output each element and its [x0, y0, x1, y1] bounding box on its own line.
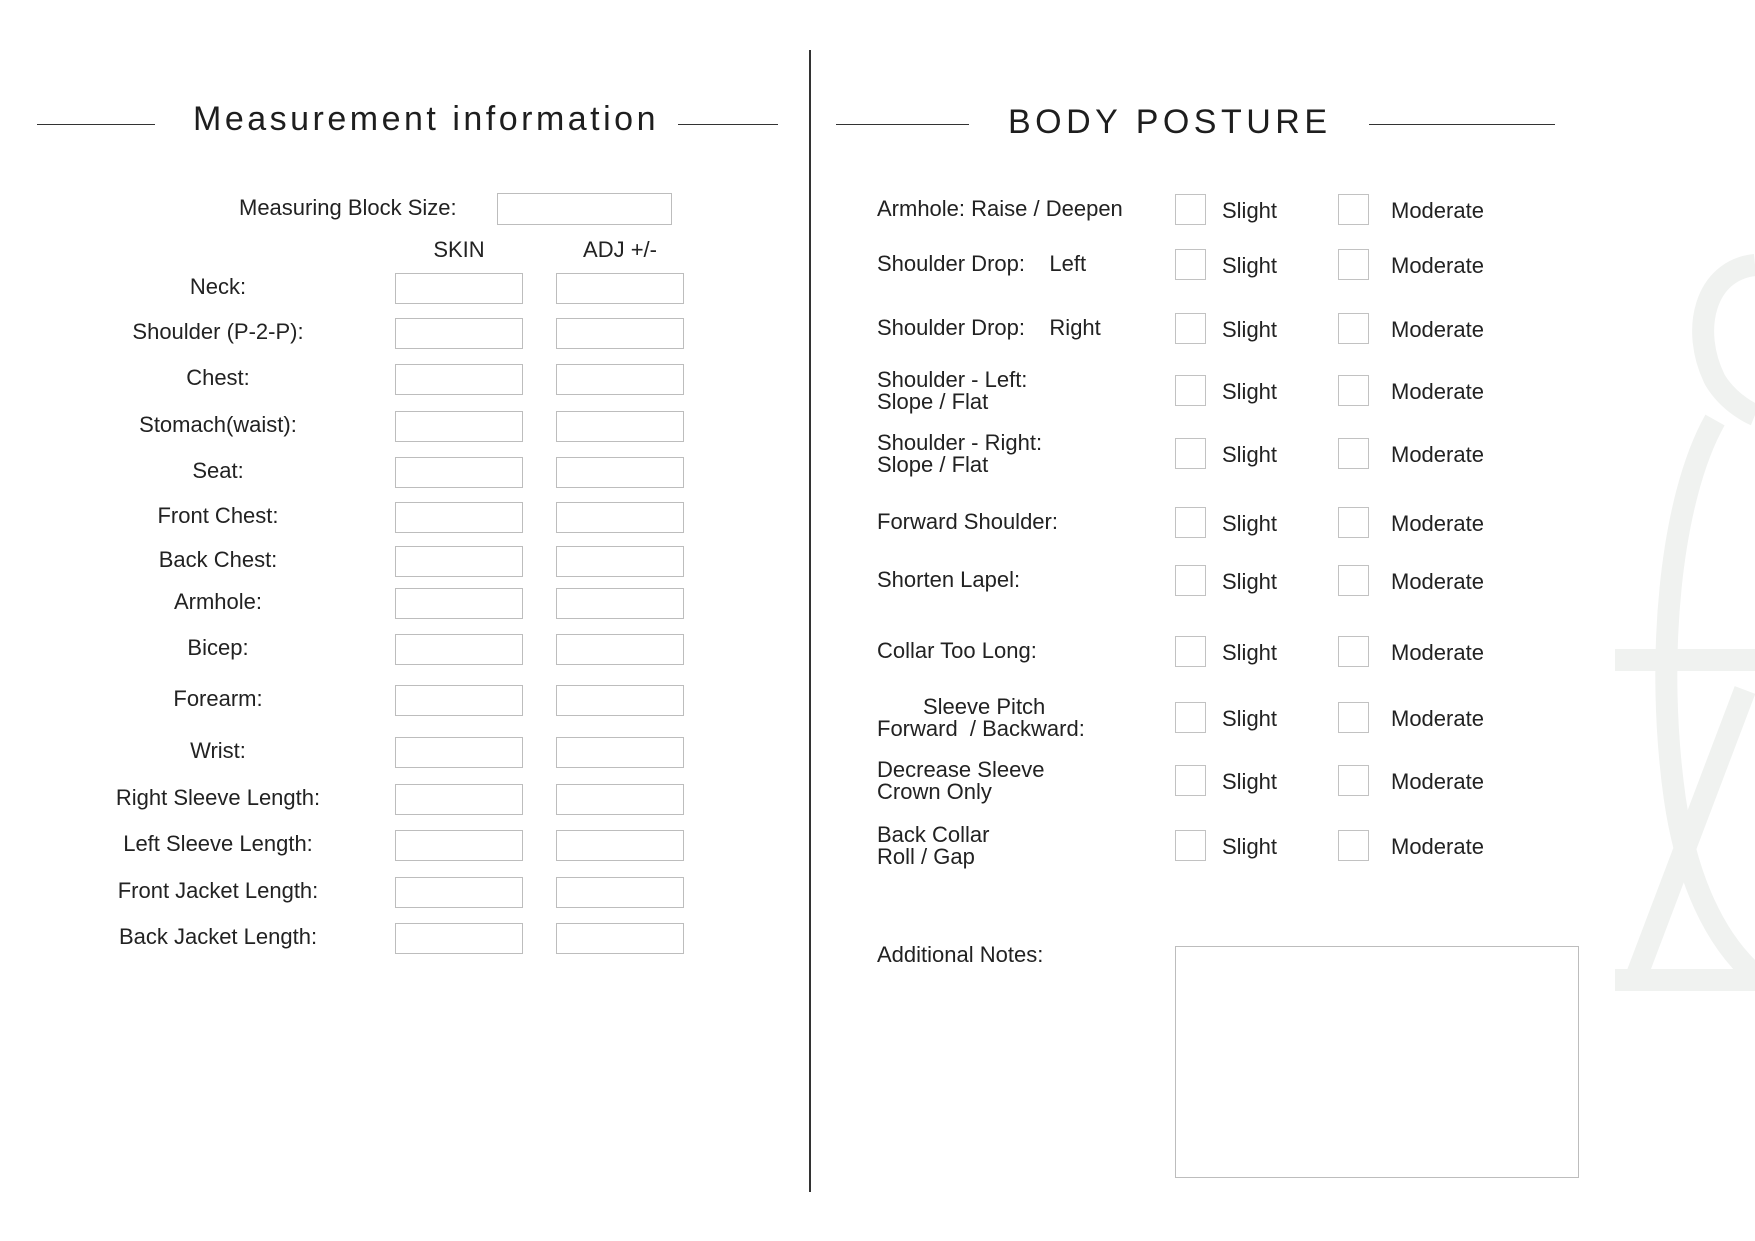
- skin-field[interactable]: [395, 318, 523, 349]
- adj-field[interactable]: [556, 784, 684, 815]
- adj-field[interactable]: [556, 737, 684, 768]
- slight-label: Slight: [1222, 442, 1278, 467]
- moderate-label: Moderate: [1391, 834, 1484, 859]
- posture-label-line2: Crown Only: [877, 779, 992, 804]
- notes-label: Additional Notes:: [877, 942, 1044, 967]
- posture-label: [877, 369, 1027, 413]
- posture-label: [877, 317, 1101, 339]
- moderate-checkbox[interactable]: [1338, 765, 1369, 796]
- adj-field[interactable]: [556, 273, 684, 304]
- adj-field[interactable]: [556, 588, 684, 619]
- measure-label: Stomach(waist):: [139, 412, 297, 437]
- posture-label-line1: Shoulder Drop: Left: [877, 251, 1087, 276]
- slight-label: Slight: [1222, 706, 1278, 731]
- skin-field[interactable]: [395, 634, 523, 665]
- adj-field[interactable]: [556, 364, 684, 395]
- slight-label: Slight: [1222, 569, 1278, 594]
- slight-checkbox[interactable]: [1175, 830, 1206, 861]
- adj-field[interactable]: [556, 923, 684, 954]
- moderate-label: Moderate: [1391, 640, 1484, 665]
- adj-field[interactable]: [556, 546, 684, 577]
- measurement-title-rule-left: [37, 124, 155, 125]
- notes-field[interactable]: [1175, 946, 1579, 1178]
- watermark-logo: [1595, 240, 1755, 1000]
- measure-label: Front Chest:: [157, 503, 279, 528]
- moderate-label: Moderate: [1391, 569, 1484, 594]
- moderate-checkbox[interactable]: [1338, 507, 1369, 538]
- posture-label-line1: Shoulder Drop: Right: [877, 315, 1101, 340]
- skin-field[interactable]: [395, 877, 523, 908]
- skin-field[interactable]: [395, 685, 523, 716]
- moderate-checkbox[interactable]: [1338, 565, 1369, 596]
- posture-label-line1: Shoulder - Left:: [877, 367, 1028, 392]
- posture-label: [877, 569, 1020, 591]
- measure-label: Seat:: [192, 458, 244, 483]
- moderate-checkbox[interactable]: [1338, 830, 1369, 861]
- adj-field[interactable]: [556, 830, 684, 861]
- skin-field[interactable]: [395, 457, 523, 488]
- measure-label: Chest:: [186, 365, 250, 390]
- posture-title-rule-left: [836, 124, 969, 125]
- posture-label: [877, 198, 1123, 220]
- posture-label-line2: Slope / Flat: [877, 452, 989, 477]
- slight-label: Slight: [1222, 198, 1278, 223]
- skin-field[interactable]: [395, 364, 523, 395]
- moderate-label: Moderate: [1391, 706, 1484, 731]
- measure-label: Right Sleeve Length:: [115, 785, 321, 810]
- posture-label-line1: Shorten Lapel:: [877, 567, 1021, 592]
- slight-label: Slight: [1222, 769, 1278, 794]
- adj-field[interactable]: [556, 457, 684, 488]
- posture-label-line1: Collar Too Long:: [877, 638, 1037, 663]
- posture-title: BODY POSTURE: [1008, 103, 1332, 141]
- moderate-label: Moderate: [1391, 769, 1484, 794]
- slight-label: Slight: [1222, 379, 1278, 404]
- block-size-field[interactable]: [497, 193, 672, 225]
- adj-field[interactable]: [556, 685, 684, 716]
- measure-label: Bicep:: [187, 635, 249, 660]
- posture-title-rule-right: [1369, 124, 1555, 125]
- posture-label: [877, 253, 1086, 275]
- posture-label-line1: Forward Shoulder:: [877, 509, 1058, 534]
- measure-label: Back Chest:: [158, 547, 278, 572]
- measure-label: Left Sleeve Length:: [123, 831, 313, 856]
- adj-field[interactable]: [556, 318, 684, 349]
- skin-field[interactable]: [395, 546, 523, 577]
- slight-label: Slight: [1222, 511, 1278, 536]
- posture-label: [877, 696, 1085, 740]
- moderate-checkbox[interactable]: [1338, 194, 1369, 225]
- posture-label-line2: Forward / Backward:: [877, 716, 1085, 741]
- adj-field[interactable]: [556, 634, 684, 665]
- measure-label: Front Jacket Length:: [117, 878, 319, 903]
- posture-label-line2: Slope / Flat: [877, 389, 989, 414]
- slight-checkbox[interactable]: [1175, 565, 1206, 596]
- measure-label: Forearm:: [173, 686, 263, 711]
- skin-field[interactable]: [395, 784, 523, 815]
- slight-checkbox[interactable]: [1175, 636, 1206, 667]
- posture-label: [877, 824, 989, 868]
- moderate-checkbox[interactable]: [1338, 636, 1369, 667]
- slight-label: Slight: [1222, 253, 1278, 278]
- adj-field[interactable]: [556, 877, 684, 908]
- slight-checkbox[interactable]: [1175, 507, 1206, 538]
- skin-field[interactable]: [395, 830, 523, 861]
- moderate-checkbox[interactable]: [1338, 438, 1369, 469]
- posture-label-line1: Armhole: Raise / Deepen: [877, 196, 1123, 221]
- moderate-label: Moderate: [1391, 317, 1484, 342]
- slight-checkbox[interactable]: [1175, 702, 1206, 733]
- skin-field[interactable]: [395, 737, 523, 768]
- skin-field[interactable]: [395, 273, 523, 304]
- posture-label-line2: Roll / Gap: [877, 844, 975, 869]
- moderate-label: Moderate: [1391, 198, 1484, 223]
- posture-label: [877, 511, 1058, 533]
- slight-label: Slight: [1222, 317, 1278, 342]
- moderate-checkbox[interactable]: [1338, 249, 1369, 280]
- slight-checkbox[interactable]: [1175, 313, 1206, 344]
- measure-label: Back Jacket Length:: [118, 924, 318, 949]
- moderate-checkbox[interactable]: [1338, 313, 1369, 344]
- posture-label: [877, 640, 1037, 662]
- slight-checkbox[interactable]: [1175, 375, 1206, 406]
- slight-checkbox[interactable]: [1175, 249, 1206, 280]
- moderate-checkbox[interactable]: [1338, 375, 1369, 406]
- adj-field[interactable]: [556, 502, 684, 533]
- skin-field[interactable]: [395, 502, 523, 533]
- adj-field[interactable]: [556, 411, 684, 442]
- page-divider: [809, 50, 811, 1192]
- block-size-label: Measuring Block Size:: [239, 195, 457, 220]
- posture-label-line1: Back Collar: [877, 822, 990, 847]
- slight-checkbox[interactable]: [1175, 765, 1206, 796]
- slight-checkbox[interactable]: [1175, 438, 1206, 469]
- measure-label: Shoulder (P-2-P):: [132, 319, 304, 344]
- posture-label: [877, 759, 1045, 803]
- moderate-label: Moderate: [1391, 253, 1484, 278]
- posture-label: [877, 432, 1042, 476]
- moderate-checkbox[interactable]: [1338, 702, 1369, 733]
- posture-label-line1: Sleeve Pitch: [923, 694, 1046, 719]
- skin-field[interactable]: [395, 923, 523, 954]
- measure-label: Neck:: [189, 274, 247, 299]
- slight-checkbox[interactable]: [1175, 194, 1206, 225]
- posture-label-line1: Decrease Sleeve: [877, 757, 1045, 782]
- col-header-skin: SKIN: [433, 237, 485, 262]
- skin-field[interactable]: [395, 411, 523, 442]
- measurement-title-rule-right: [678, 124, 778, 125]
- posture-label-line1: Shoulder - Right:: [877, 430, 1043, 455]
- measure-label: Wrist:: [190, 738, 246, 763]
- skin-field[interactable]: [395, 588, 523, 619]
- moderate-label: Moderate: [1391, 442, 1484, 467]
- measurement-title: Measurement information: [193, 100, 660, 138]
- slight-label: Slight: [1222, 834, 1278, 859]
- moderate-label: Moderate: [1391, 379, 1484, 404]
- moderate-label: Moderate: [1391, 511, 1484, 536]
- col-header-adj: ADJ +/-: [583, 237, 657, 262]
- measure-label: Armhole:: [173, 589, 263, 614]
- slight-label: Slight: [1222, 640, 1278, 665]
